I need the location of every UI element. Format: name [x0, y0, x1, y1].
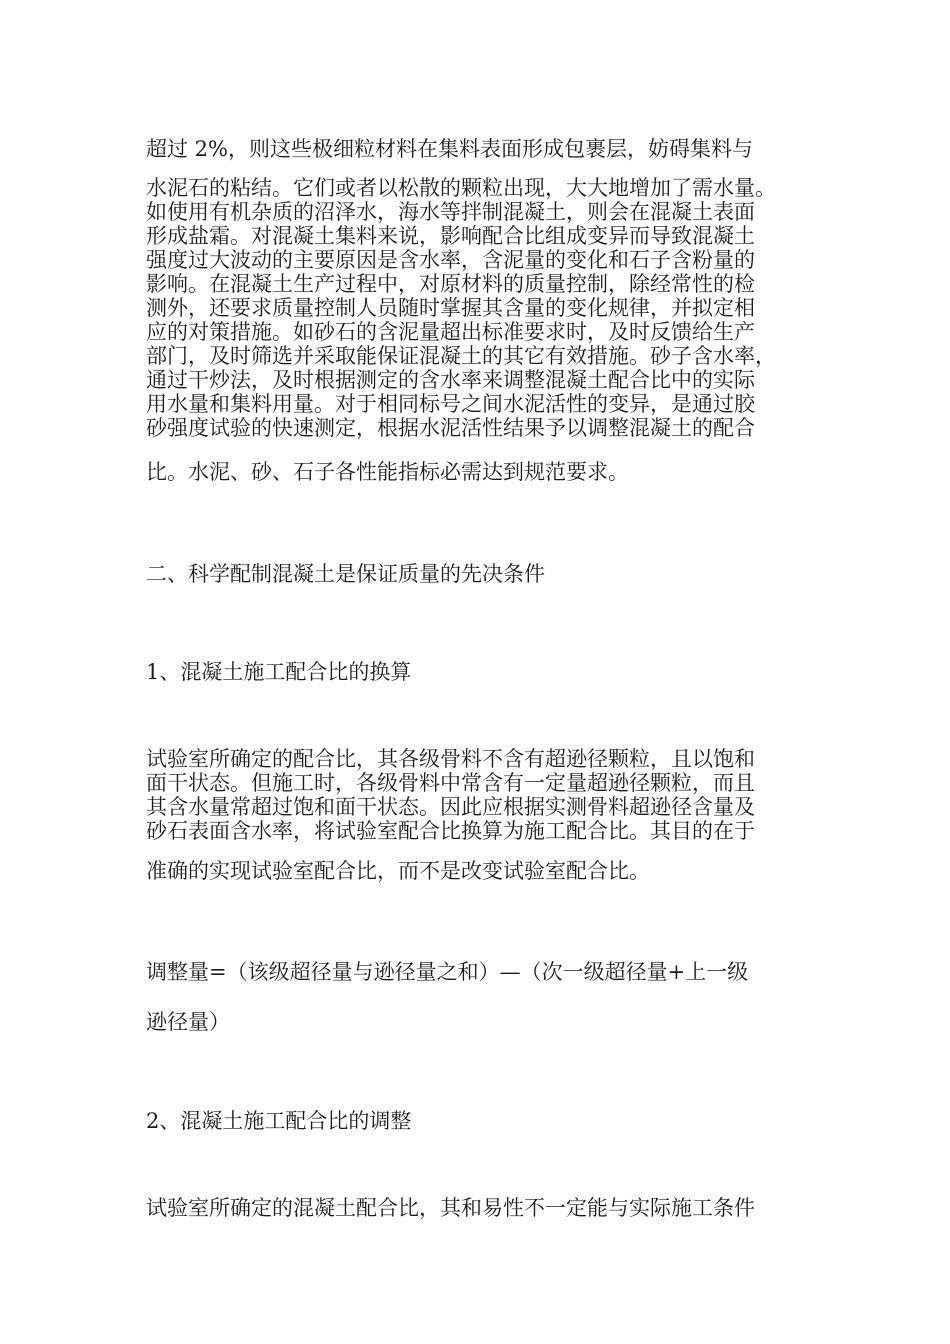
text-line: 影响。在混凝土生产过程中，对原材料的质量控制，除经常性的检	[146, 272, 755, 296]
subsection-heading: 1、混凝土施工配合比的换算	[146, 660, 412, 684]
text-line: 超过 2%，则这些极细粒材料在集料表面形成包裹层，妨碍集料与	[146, 137, 753, 161]
text-line: 砂强度试验的快速测定，根据水泥活性结果予以调整混凝土的配合	[146, 416, 755, 440]
text-line: 测外，还要求质量控制人员随时掌握其含量的变化规律，并拟定相	[146, 296, 755, 320]
text-line: 其含水量常超过饱和面干状态。因此应根据实测骨料超逊径含量及	[146, 795, 755, 819]
text-line: 强度过大波动的主要原因是含水率，含泥量的变化和石子含粉量的	[146, 248, 755, 272]
text-line: 比。水泥、砂、石子各性能指标必需达到规范要求。	[146, 460, 629, 484]
text-line: 应的对策措施。如砂石的含泥量超出标准要求时，及时反馈给生产	[146, 320, 755, 344]
text-line: 形成盐霜。对混凝土集料来说，影响配合比组成变异而导致混凝土	[146, 224, 755, 248]
text-line: 通过干炒法，及时根据测定的含水率来调整混凝土配合比中的实际	[146, 368, 755, 392]
section-heading: 二、科学配制混凝土是保证质量的先决条件	[146, 562, 545, 586]
text-line: 面干状态。但施工时，各级骨料中常含有一定量超逊径颗粒，而且	[146, 771, 755, 795]
formula-line: 逊径量）	[146, 1010, 230, 1034]
text-line: 如使用有机杂质的沼泽水，海水等拌制混凝土，则会在混凝土表面	[146, 200, 755, 224]
text-line: 水泥石的粘结。它们或者以松散的颗粒出现，大大地增加了需水量。	[146, 176, 776, 200]
text-line: 准确的实现试验室配合比，而不是改变试验室配合比。	[146, 859, 650, 883]
formula-line: 调整量=（该级超径量与逊径量之和）—（次一级超径量+上一级	[146, 960, 749, 984]
text-line: 用水量和集料用量。对于相同标号之间水泥活性的变异，是通过胶	[146, 392, 755, 416]
text-line: 砂石表面含水率，将试验室配合比换算为施工配合比。其目的在于	[146, 819, 755, 843]
text-line: 试验室所确定的配合比，其各级骨料不含有超逊径颗粒，且以饱和	[146, 747, 755, 771]
text-line: 部门，及时筛选并采取能保证混凝土的其它有效措施。砂子含水率，	[146, 344, 776, 368]
subsection-heading: 2、混凝土施工配合比的调整	[146, 1109, 412, 1133]
text-line: 试验室所确定的混凝土配合比，其和易性不一定能与实际施工条件	[146, 1196, 755, 1220]
